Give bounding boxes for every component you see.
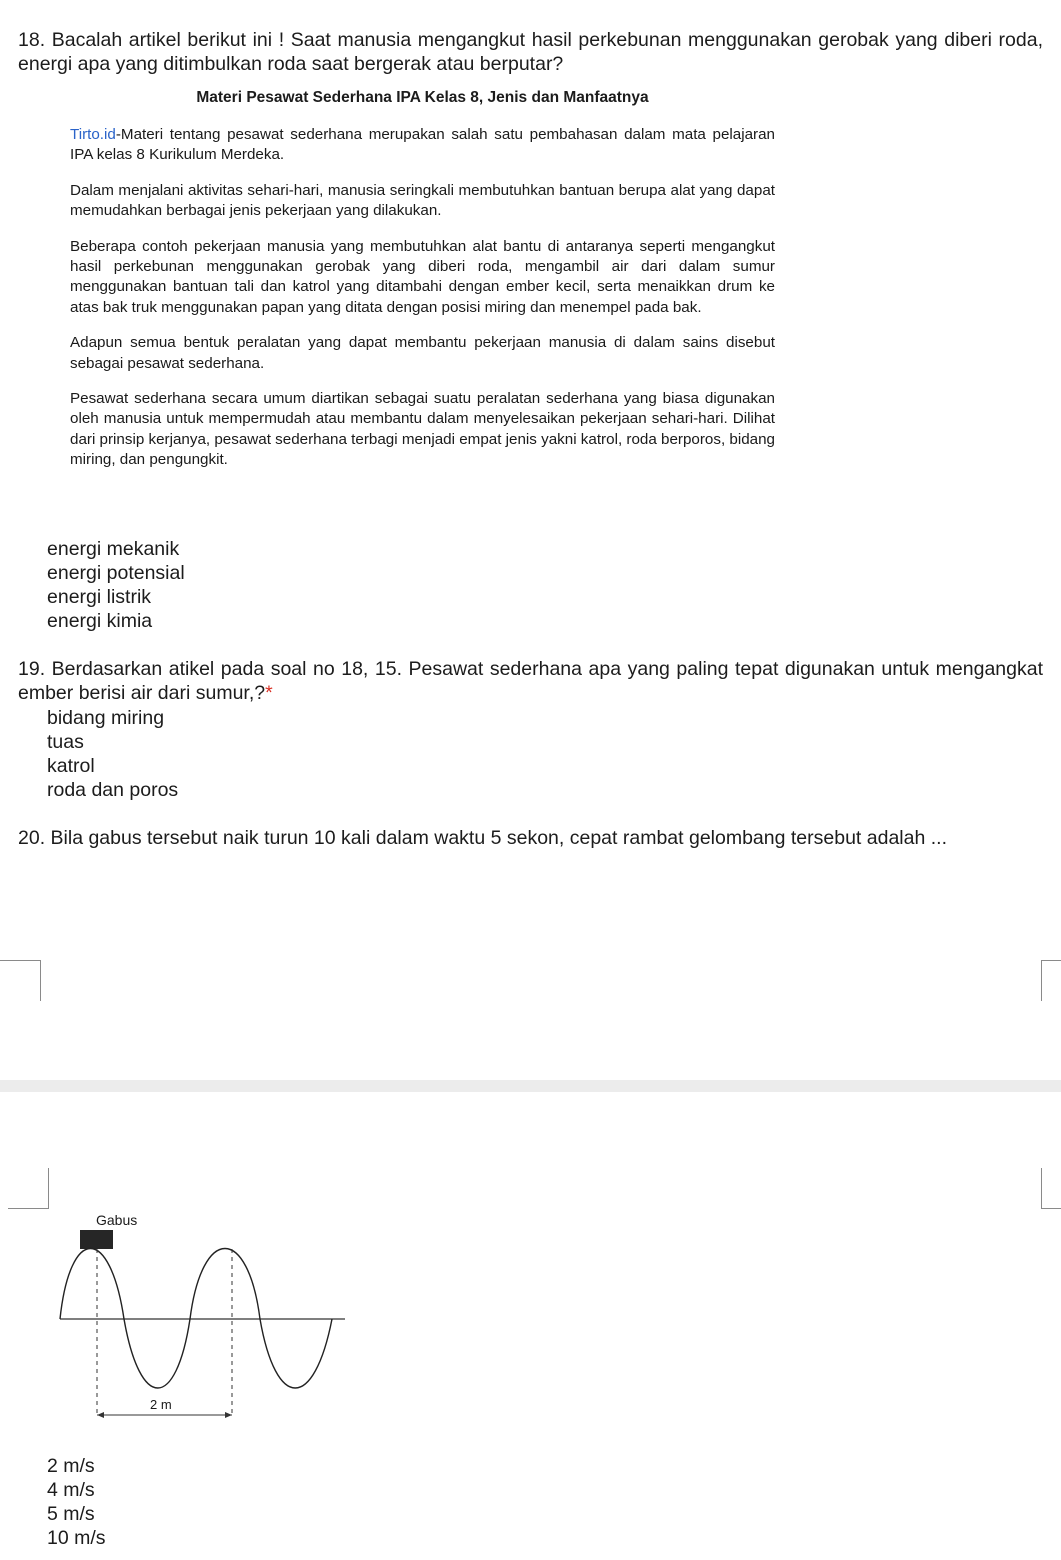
article-paragraph-2: Dalam menjalani aktivitas sehari-hari, manusia seringkali membutuhkan bantuan berupa alat yang dapat memudahkan berbagai jenis pekerjaan yang dilakukan.	[70, 181, 775, 220]
article-paragraph-1-text: -Materi tentang pesawat sederhana merupakan salah satu pembahasan dalam mata pelajaran IPA kelas 8 Kurikulum Merdeka.	[70, 126, 775, 164]
question-18-text: 18. Bacalah artikel berikut ini ! Saat manusia mengangkut hasil perkebunan menggunakan gerobak yang diberi roda, energi apa yang ditimbulkan roda saat bergerak atau berputar?	[18, 29, 1043, 75]
frame-corner-top-left	[0, 960, 41, 1001]
q19-option-1[interactable]: bidang miring	[47, 707, 165, 729]
question-19-text: 19. Berdasarkan atikel pada soal no 18, 15. Pesawat sederhana apa yang paling tepat digunakan untuk mengangkat ember berisi air dari sumur,?	[18, 658, 1043, 704]
required-asterisk: *	[265, 682, 273, 704]
q20-option-4[interactable]: 10 m/s	[47, 1527, 106, 1549]
article-paragraph-1	[70, 125, 775, 166]
article-image	[70, 80, 775, 486]
q18-option-2[interactable]: energi potensial	[47, 562, 185, 584]
q19-option-4[interactable]: roda dan poros	[47, 779, 179, 801]
q20-option-3[interactable]: 5 m/s	[47, 1503, 95, 1525]
frame-corner-top-right	[1041, 960, 1061, 1001]
wavelength-label: 2 m	[150, 1397, 172, 1412]
cork-label: Gabus	[96, 1212, 138, 1228]
arrowhead-right	[225, 1412, 232, 1418]
frame-corner-bottom-right	[1041, 1168, 1061, 1209]
q18-option-3[interactable]: energi listrik	[47, 586, 152, 608]
q18-option-4[interactable]: energi kimia	[47, 610, 153, 632]
q18-option-1[interactable]: energi mekanik	[47, 538, 180, 560]
cork-block	[80, 1230, 113, 1249]
arrowhead-left	[97, 1412, 104, 1418]
question-19	[18, 657, 1043, 705]
q20-option-1[interactable]: 2 m/s	[47, 1455, 95, 1477]
q19-option-3[interactable]: katrol	[47, 755, 95, 777]
q20-option-2[interactable]: 4 m/s	[47, 1479, 95, 1501]
section-divider	[0, 1080, 1061, 1092]
q19-option-2[interactable]: tuas	[47, 731, 84, 753]
article-title: Materi Pesawat Sederhana IPA Kelas 8, Jenis dan Manfaatnya	[196, 89, 649, 106]
frame-corner-bottom-left	[8, 1168, 49, 1209]
question-20-text: 20. Bila gabus tersebut naik turun 10 kali dalam waktu 5 sekon, cepat rambat gelombang tersebut adalah ...	[18, 827, 947, 849]
article-source: Tirto.id	[70, 126, 116, 143]
wave-curve	[60, 1249, 332, 1389]
article-paragraph-4: Adapun semua bentuk peralatan yang dapat membantu pekerjaan manusia di dalam sains disebut sebagai pesawat sederhana.	[70, 334, 775, 372]
article-paragraph-5: Pesawat sederhana secara umum diartikan sebagai suatu peralatan sederhana yang biasa digunakan oleh manusia untuk mempermudah atau membantu dalam menyelesaikan pekerjaan sehari-hari. Dilihat dari prinsip kerjanya, pesawat sederhana terbagi menjadi empat jenis yakni katrol, roda berporos, bidang miring, dan pengungkit.	[70, 390, 775, 469]
wave-figure	[40, 1205, 360, 1420]
article-paragraph-3: Beberapa contoh pekerjaan manusia yang membutuhkan alat bantu di antaranya seperti mengangkut hasil perkebunan menggunakan gerobak yang diberi roda, mengambil air dari dalam sumur menggunakan bantuan tali dan katrol yang ditambahi dengan ember kecil, serta menaikkan drum ke atas bak truk menggunakan papan yang ditata dengan posisi miring dan menempel pada bak.	[70, 237, 775, 316]
